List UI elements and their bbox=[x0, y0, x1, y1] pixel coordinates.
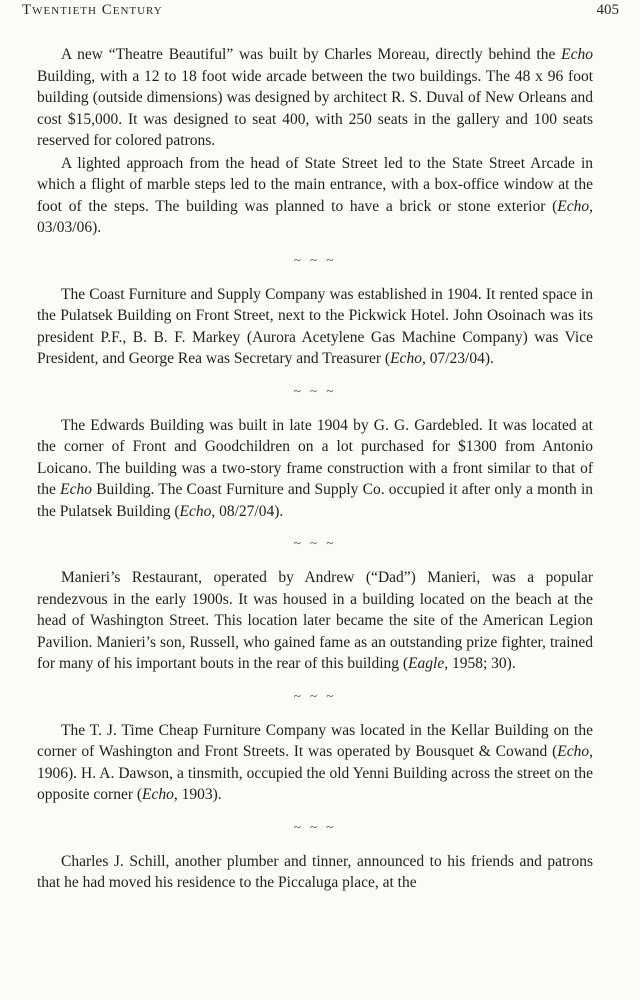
section-divider: ~ ~ ~ bbox=[293, 687, 337, 703]
text-run: , 1958; 30). bbox=[444, 655, 516, 672]
section-divider: ~ ~ ~ bbox=[293, 251, 337, 267]
running-head: Twentieth Century bbox=[22, 2, 163, 18]
citation-title: Echo bbox=[557, 743, 590, 760]
paragraph bbox=[37, 153, 593, 239]
section-divider: ~ ~ ~ bbox=[293, 535, 337, 550]
text-run: The Coast Furniture and Supply Company was established in 1904. It rented space in the Pulatsek Building on Front Street, next to the Pickwick Hotel. John Osoinach was its president P.F., B. B. F. Markey (Aurora Acetylene Gas Machine Company) was Vice President, and George Rea was Secretary and Treasurer ( bbox=[37, 285, 593, 367]
text-run: Charles J. Schill, another plumber and tinner, announced to his friends and patrons that he had moved his residence to the Piccaluga place, at the bbox=[37, 852, 593, 891]
text-run: A new “Theatre Beautiful” was built by Charles Moreau, directly behind the bbox=[61, 46, 562, 63]
paragraph bbox=[37, 44, 593, 152]
text-run: The Edwards Building was built in late 1904 by G. G. Gardebled. It was located at the corner of Front and Goodchildren on a lot purchased for $1300 from Antonio Loicano. The building was a two-story frame construction with a front similar to that of the bbox=[37, 416, 593, 498]
citation-title: Echo bbox=[179, 502, 212, 520]
citation-title: Echo bbox=[561, 46, 593, 63]
paragraph bbox=[37, 415, 593, 523]
paragraph bbox=[37, 284, 593, 370]
body-text bbox=[37, 44, 593, 894]
text-run: , 1906). H. A. Dawson, a tinsmith, occupied the old Yenni Building across the street on the opposite corner ( bbox=[37, 743, 593, 803]
section-divider: ~ ~ ~ bbox=[293, 382, 337, 398]
text-run: Manieri’s Restaurant, operated by Andrew (“Dad”) Manieri, was a popular rendezvous in the early 1900s. It was housed in a building located on the beach at the head of Washington Street. This location later became the site of the American Legion Pavilion. Manieri’s son, Russell, who gained fame as an outstanding prize fighter, trained for many of his important bouts in the rear of this building ( bbox=[37, 569, 593, 672]
paragraph bbox=[37, 851, 593, 894]
section-divider: ~ ~ ~ bbox=[293, 818, 337, 834]
citation-title: Echo bbox=[390, 350, 422, 367]
citation-title: Eagle bbox=[408, 655, 445, 672]
paragraph bbox=[37, 567, 593, 675]
page-number: 405 bbox=[596, 2, 619, 18]
citation-title: Echo bbox=[60, 481, 92, 498]
citation-title: Echo bbox=[142, 786, 174, 803]
text-run: , 07/23/04). bbox=[421, 350, 494, 367]
text-run: , 08/27/04). bbox=[211, 502, 284, 520]
text-run: A lighted approach from the head of State Street led to the State Street Arcade in which a flight of marble steps led to the main entrance, with a box-office window at the foot of the steps. The building was planned to have a brick or stone exterior ( bbox=[37, 154, 593, 215]
text-run: The T. J. Time Cheap Furniture Company was located in the Kellar Building on the corner of Washington and Front Streets. It was operated by Bousquet & Cowand ( bbox=[37, 721, 593, 760]
text-run: , 03/03/06). bbox=[37, 197, 593, 236]
text-run: , 1903). bbox=[173, 786, 222, 803]
citation-title: Echo bbox=[557, 197, 590, 215]
text-run: Building, with a 12 to 18 foot wide arcade between the two buildings. The 48 x 96 foot building (outside dimensions) was designed by architect R. S. Duval of New Orleans and cost $15,000. It was designed to seat 400, with 250 seats in the gallery and 100 seats reserved for colored patrons. bbox=[37, 67, 593, 149]
text-run: Building. The Coast Furniture and Supply Co. occupied it after only a month in the Pulatsek Building ( bbox=[37, 481, 594, 520]
paragraph bbox=[37, 720, 593, 806]
